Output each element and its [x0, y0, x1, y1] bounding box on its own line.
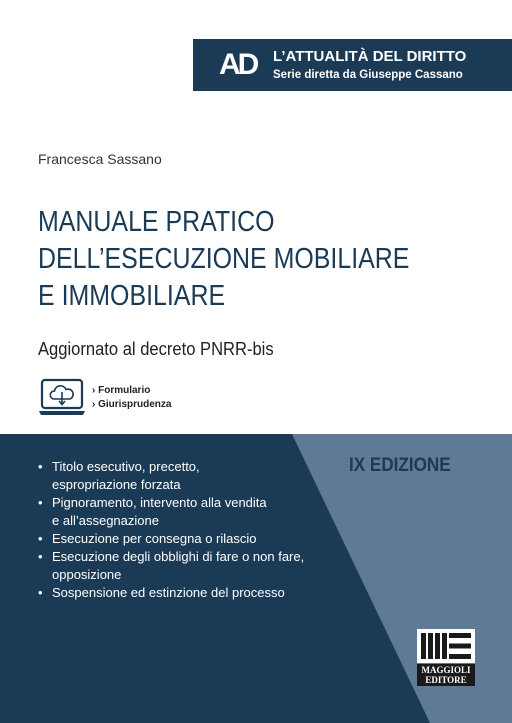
topics-list	[38, 458, 304, 602]
resource-item-giurisprudenza: › Giurisprudenza	[92, 399, 172, 410]
list-item-line: opposizione	[52, 567, 122, 582]
list-item-line: e all’assegnazione	[52, 513, 159, 528]
bullet: •	[38, 459, 43, 474]
list-item-line: Esecuzione degli obblighi di fare o non fare,	[52, 549, 305, 564]
laptop-cloud-download-icon	[38, 378, 86, 418]
book-title-line: E IMMOBILIARE	[38, 280, 226, 312]
bullet: •	[38, 549, 43, 564]
series-subtitle: Serie diretta da Giuseppe Cassano	[273, 69, 463, 81]
bullet: •	[38, 531, 43, 546]
book-title	[38, 204, 409, 315]
list-item	[38, 548, 304, 584]
series-title: L’ATTUALITÀ DEL DIRITTO	[273, 48, 467, 65]
bullet: •	[38, 585, 43, 600]
book-subtitle: Aggiornato al decreto PNRR-bis	[38, 339, 274, 359]
list-item	[38, 584, 304, 602]
series-banner	[193, 39, 512, 91]
edition-label: IX EDIZIONE	[349, 455, 451, 476]
online-resources-list	[92, 384, 171, 412]
publisher-mark-icon	[417, 629, 475, 663]
publisher-logo	[417, 629, 475, 685]
list-item	[38, 458, 304, 494]
list-item-line: Pignoramento, intervento alla vendita	[52, 495, 267, 510]
list-item-line: Esecuzione per consegna o rilascio	[52, 531, 257, 546]
author-name: Francesca Sassano	[38, 151, 162, 167]
book-title-line: MANUALE PRATICO	[38, 206, 275, 238]
publisher-name-line: EDITORE	[425, 675, 467, 685]
list-item	[38, 494, 304, 530]
list-item	[38, 530, 304, 548]
list-item-line: espropriazione forzata	[52, 477, 181, 492]
publisher-name	[417, 664, 475, 686]
book-title-line: DELL’ESECUZIONE MOBILIARE	[38, 243, 410, 275]
bullet: •	[38, 495, 43, 510]
list-item-line: Titolo esecutivo, precetto,	[52, 459, 200, 474]
resource-item-formulario: › Formulario	[92, 385, 151, 396]
publisher-name-line: MAGGIOLI	[421, 665, 471, 675]
list-item-line: Sospensione ed estinzione del processo	[52, 585, 285, 600]
series-logo: AD	[219, 48, 257, 81]
